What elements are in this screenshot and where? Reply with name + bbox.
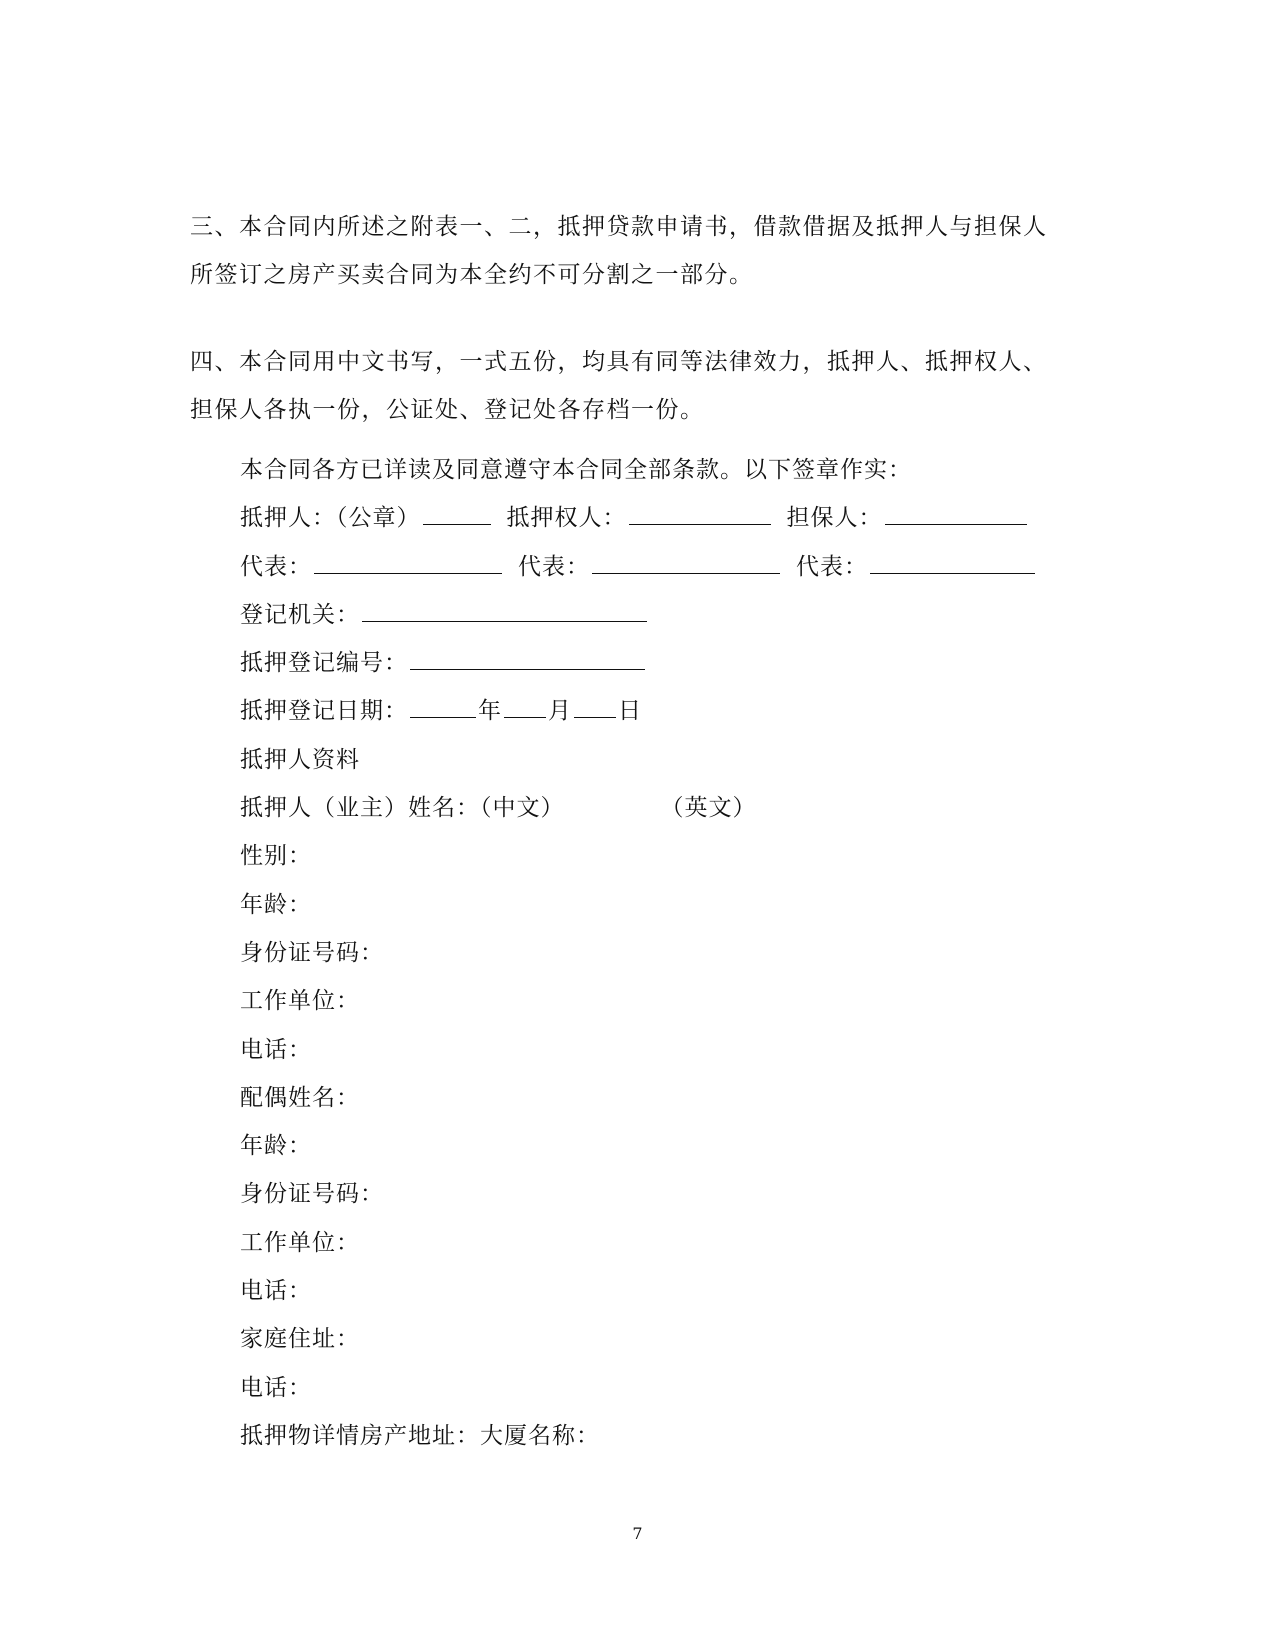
mortgagor-name-label: 抵押人（业主）姓名：（中文） xyxy=(240,795,565,822)
year-label: 年 xyxy=(478,698,502,725)
month-label: 月 xyxy=(548,698,572,725)
phone-field: 电话： xyxy=(240,1036,312,1063)
agreement-statement: 本合同各方已详读及同意遵守本合同全部条款。以下签章作实： xyxy=(240,457,912,483)
registration-authority-row xyxy=(240,597,1037,645)
day-label: 日 xyxy=(618,698,642,725)
registration-authority-blank xyxy=(362,599,647,622)
representative-blank-3 xyxy=(870,551,1035,574)
mortgagor-info-heading: 抵押人资料 xyxy=(240,746,360,773)
clause-three xyxy=(190,203,1070,299)
representative-blank-1 xyxy=(314,551,502,574)
mortgagee-blank xyxy=(629,502,771,525)
home-address-field: 家庭住址： xyxy=(240,1326,360,1353)
day-blank xyxy=(574,695,616,718)
mortgagee-label: 抵押权人： xyxy=(506,505,627,532)
signature-and-info-section xyxy=(240,452,1037,1466)
id-number-field: 身份证号码： xyxy=(240,939,384,966)
spouse-age-field: 年龄： xyxy=(240,1133,312,1160)
year-blank xyxy=(410,695,476,718)
representative-label-3: 代表： xyxy=(796,553,868,580)
page-number: 7 xyxy=(632,1524,643,1543)
home-phone-field: 电话： xyxy=(240,1374,312,1401)
representative-label-2: 代表： xyxy=(518,553,590,580)
employer-field: 工作单位： xyxy=(240,988,360,1015)
spouse-employer-field: 工作单位： xyxy=(240,1229,360,1256)
registration-authority-label: 登记机关： xyxy=(240,601,360,628)
clause-four xyxy=(190,338,1070,434)
clause-four-line-1: 四、本合同用中文书写，一式五份，均具有同等法律效力，抵押人、抵押权人、 xyxy=(190,349,1048,375)
clause-three-line-2: 所签订之房产买卖合同为本全约不可分割之一部分。 xyxy=(190,262,754,288)
registration-date-row xyxy=(240,693,1037,741)
spouse-phone-field: 电话： xyxy=(240,1278,312,1305)
representative-blank-2 xyxy=(592,551,780,574)
mortgagor-seal-blank xyxy=(423,502,491,525)
registration-date-label: 抵押登记日期： xyxy=(240,698,408,725)
clause-three-line-1: 三、本合同内所述之附表一、二，抵押贷款申请书，借款借据及抵押人与担保人 xyxy=(190,214,1048,240)
spouse-name-field: 配偶姓名： xyxy=(240,1084,360,1111)
collateral-address-field: 抵押物详情房产地址：大厦名称： xyxy=(240,1422,600,1449)
guarantor-blank xyxy=(885,502,1027,525)
month-blank xyxy=(504,695,546,718)
signature-row xyxy=(240,500,1037,548)
mortgagor-name-english-label: （英文） xyxy=(660,795,757,822)
representative-label-1: 代表： xyxy=(240,553,312,580)
age-field: 年龄： xyxy=(240,891,312,918)
guarantor-label: 担保人： xyxy=(786,505,883,532)
registration-number-blank xyxy=(410,647,645,670)
representative-row xyxy=(240,549,1037,597)
registration-number-label: 抵押登记编号： xyxy=(240,650,408,677)
clause-four-line-2: 担保人各执一份，公证处、登记处各存档一份。 xyxy=(190,397,705,423)
registration-number-row xyxy=(240,645,1037,693)
spouse-id-number-field: 身份证号码： xyxy=(240,1181,384,1208)
mortgagor-name-row xyxy=(240,790,1037,838)
gender-field: 性别： xyxy=(240,843,312,870)
mortgagor-seal-label: 抵押人：（公章） xyxy=(240,505,421,532)
